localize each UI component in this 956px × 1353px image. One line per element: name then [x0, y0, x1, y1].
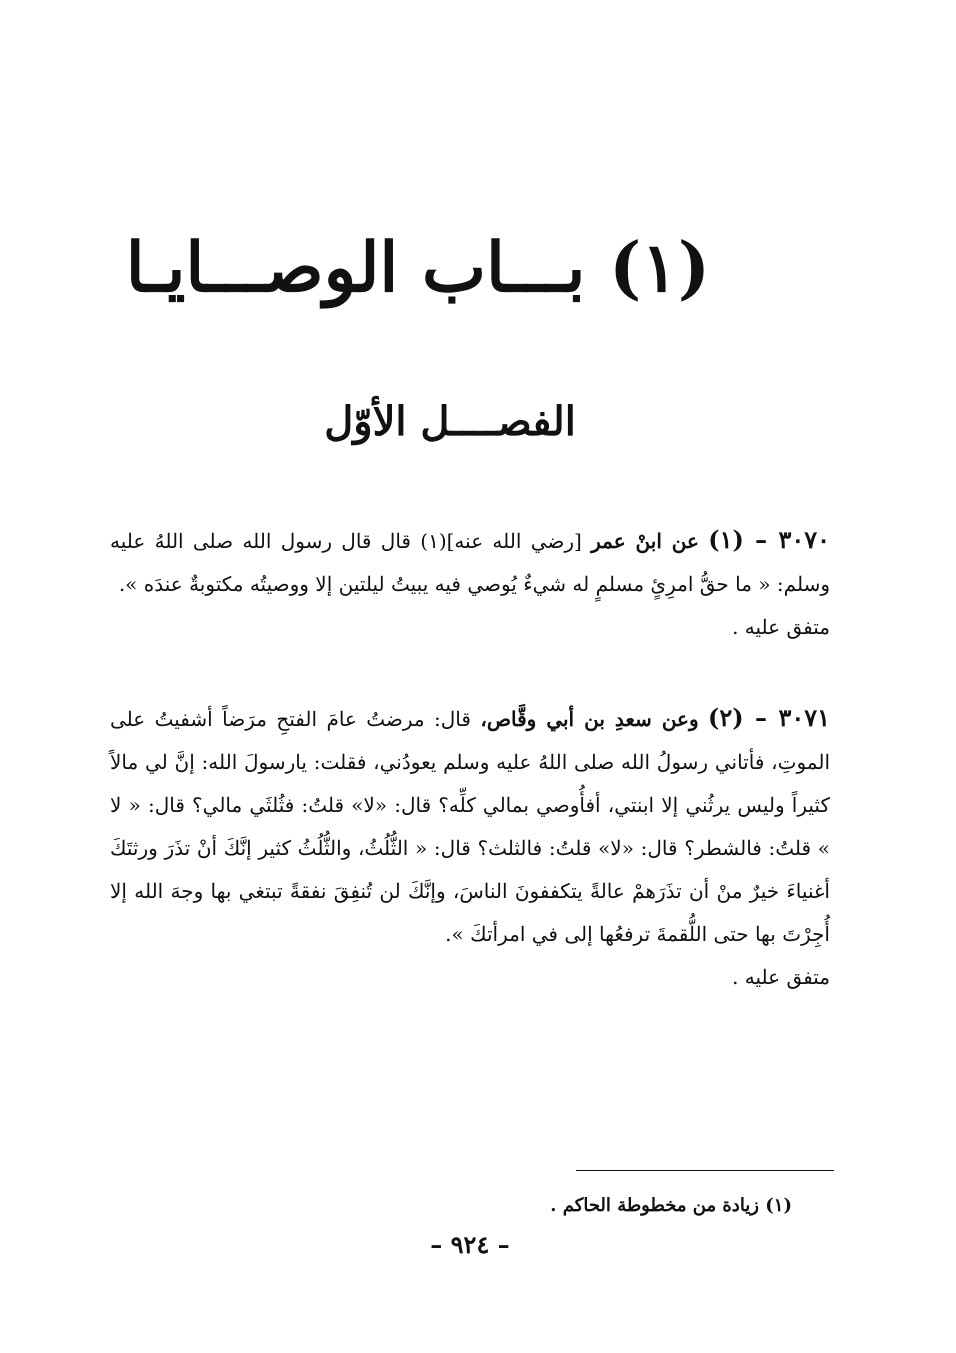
section-title: الفصــــل الأوّل	[324, 398, 576, 445]
hadith-source: متفق عليه .	[732, 965, 830, 989]
footnote: (١) زيادة من مخطوطة الحاكم .	[550, 1195, 792, 1216]
hadith-3070	[110, 518, 830, 649]
chapter-title: (١) بـــاب الوصـــايـا	[125, 228, 710, 308]
footnote-divider	[576, 1170, 834, 1171]
hadith-text: [رضي الله عنه](١) قال قال رسول الله صلى اللهُ عليه وسلم: « ما حقُّ امرِئٍ مسلمٍ له شيءٌ يُوصي فيه يبيتُ ليلتين إلا ووصيتُه مكتوبةٌ عندَه ».	[110, 529, 830, 596]
hadith-3071	[110, 696, 830, 999]
page-number: – ٩٢٤ –	[430, 1230, 510, 1259]
hadith-source: متفق عليه .	[732, 615, 830, 639]
hadith-narrator: وعن سعدِ بن أبي وقَّاص،	[480, 707, 699, 731]
hadith-narrator: عن ابنْ عمر	[591, 529, 699, 553]
hadith-number: ٣٠٧٠ – (١)	[708, 525, 831, 554]
hadith-number: ٣٠٧١ – (٢)	[708, 703, 831, 732]
hadith-text: قال: مرضتُ عامَ الفتحِ مرَضاً أشفيتُ على الموتِ، فأتاني رسولُ الله صلى اللهُ عليه وسلم يعودُني، فقلت: يارسولَ الله: إنَّ لي مالاً كثيراً وليس يرثُني إلا ابنتي، أفأُوصي بمالي كلِّه؟ قال: «لا» قلتُ: فثُلثَي مالي؟ قال: « لا » قلتُ: فالشطر؟ قال: «لا» قلتُ: فالثلث؟ قال: « الثُّلُثُ، والثُّلُثُ كثير إنَّكَ أنْ تذَرَ ورثتَكَ أغنياءَ خيرٌ منْ أن تذَرَهمْ عالةً يتكففونَ الناسَ، وإنَّكَ لن تُنفِقَ نفقةً تبتغي بها وجهَ الله إلا أُجِرْتَ بها حتى اللُّقمةَ ترفعُها إلى في امرأتكَ ».	[110, 707, 830, 946]
